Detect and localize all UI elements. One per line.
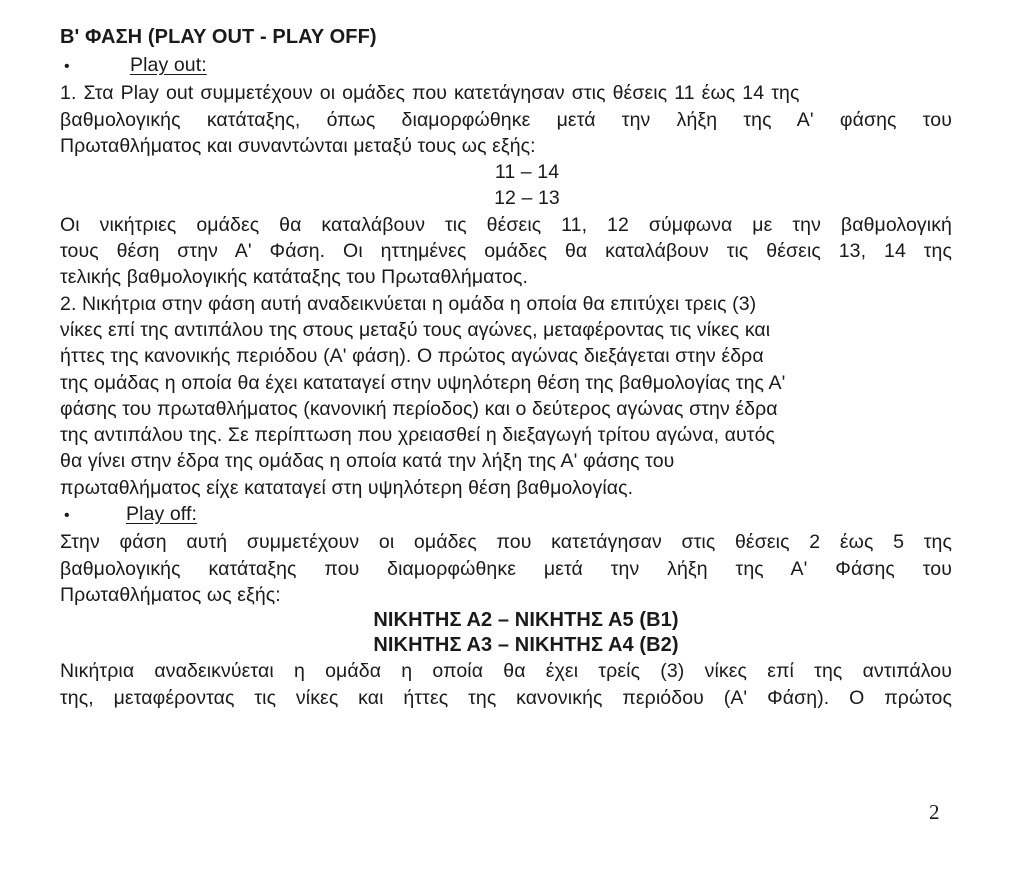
matchup-b1: ΝΙΚΗΤΗΣ Α2 – ΝΙΚΗΤΗΣ Α5 (Β1) bbox=[373, 609, 679, 632]
bullet-dot-icon: • bbox=[64, 507, 70, 525]
bullet-dot-icon: • bbox=[64, 58, 70, 75]
pairing-11-14: 11 – 14 bbox=[494, 161, 560, 184]
text-line: τους θέση στην Α' Φάση. Οι ηττημένες ομάδες θα καταλάβουν τις θέσεις 13, 14 της bbox=[60, 240, 952, 263]
playout-paragraph-1 bbox=[60, 80, 952, 159]
playoff-label: Play off: bbox=[126, 503, 197, 526]
text-line: της ομάδας η οποία θα έχει καταταγεί στην υψηλότερη θέση της βαθμολογίας της Α' bbox=[60, 371, 786, 394]
playout-bullet bbox=[60, 52, 952, 80]
matchup-b2: ΝΙΚΗΤΗΣ Α3 – ΝΙΚΗΤΗΣ Α4 (Β2) bbox=[373, 634, 679, 657]
text-line: της αντιπάλου της. Σε περίπτωση που χρειασθεί η διεξαγωγή τρίτου αγώνα, αυτός bbox=[60, 424, 776, 447]
text-line: βαθμολογικής κατάταξης, όπως διαμορφώθηκε μετά την λήξη της Α' φάσης του bbox=[60, 108, 952, 131]
pairing-12-13: 12 – 13 bbox=[494, 187, 560, 210]
playoff-matchups bbox=[60, 608, 952, 658]
text-line: Στην φάση αυτή συμμετέχουν οι ομάδες που κατετάγησαν στις θέσεις 2 έως 5 της bbox=[60, 531, 952, 554]
playout-pairings bbox=[60, 159, 952, 212]
text-line: Πρωταθλήματος ως εξής: bbox=[60, 583, 281, 606]
playout-paragraph-3 bbox=[60, 291, 908, 501]
playout-label: Play out: bbox=[130, 54, 207, 76]
text-line: τελικής βαθμολογικής κατάταξης του Πρωταθλήματος. bbox=[60, 266, 529, 289]
text-line: της, μεταφέροντας τις νίκες και ήττες της κανονικής περιόδου (Α' Φάση). Ο πρώτος bbox=[60, 686, 952, 709]
playoff-bullet bbox=[60, 501, 952, 529]
text-line: ήττες της κανονικής περιόδου (Α' φάση). Ο πρώτος αγώνας διεξάγεται στην έδρα bbox=[60, 345, 764, 368]
section-heading: Β' ΦΑΣΗ (PLAY OUT - PLAY OFF) bbox=[60, 26, 377, 48]
playoff-paragraph-1 bbox=[60, 529, 952, 608]
text-line: 1. Στα Play out συμμετέχουν οι ομάδες που κατετάγησαν στις θέσεις 11 έως 14 της bbox=[60, 82, 800, 105]
text-line: νίκες επί της αντιπάλου της στους μεταξύ τους αγώνες, μεταφέροντας τις νίκες και bbox=[60, 318, 771, 341]
text-line: Νικήτρια αναδεικνύεται η ομάδα η οποία θα έχει τρείς (3) νίκες επί της αντιπάλου bbox=[60, 660, 952, 683]
text-line: βαθμολογικής κατάταξης που διαμορφώθηκε μετά την λήξη της Α' Φάσης του bbox=[60, 557, 952, 580]
text-line: 2. Νικήτρια στην φάση αυτή αναδεικνύεται η ομάδα η οποία θα επιτύχει τρεις (3) bbox=[60, 292, 757, 315]
text-line: πρωταθλήματος είχε καταταγεί στη υψηλότερη θέση βαθμολογίας. bbox=[60, 476, 634, 499]
playout-paragraph-2 bbox=[60, 212, 952, 291]
text-line: Οι νικήτριες ομάδες θα καταλάβουν τις θέσεις 11, 12 σύμφωνα με την βαθμολογική bbox=[60, 213, 952, 236]
playoff-paragraph-2 bbox=[60, 658, 952, 711]
document-page bbox=[60, 22, 952, 711]
text-line: θα γίνει στην έδρα της ομάδας η οποία κατά την λήξη της Α' φάσης του bbox=[60, 450, 675, 473]
text-line: Πρωταθλήματος και συναντώνται μεταξύ τους ως εξής: bbox=[60, 134, 536, 157]
page-number: 2 bbox=[929, 800, 940, 824]
text-line: φάσης του πρωταθλήματος (κανονική περίοδος) και ο δεύτερος αγώνας στην έδρα bbox=[60, 397, 778, 420]
